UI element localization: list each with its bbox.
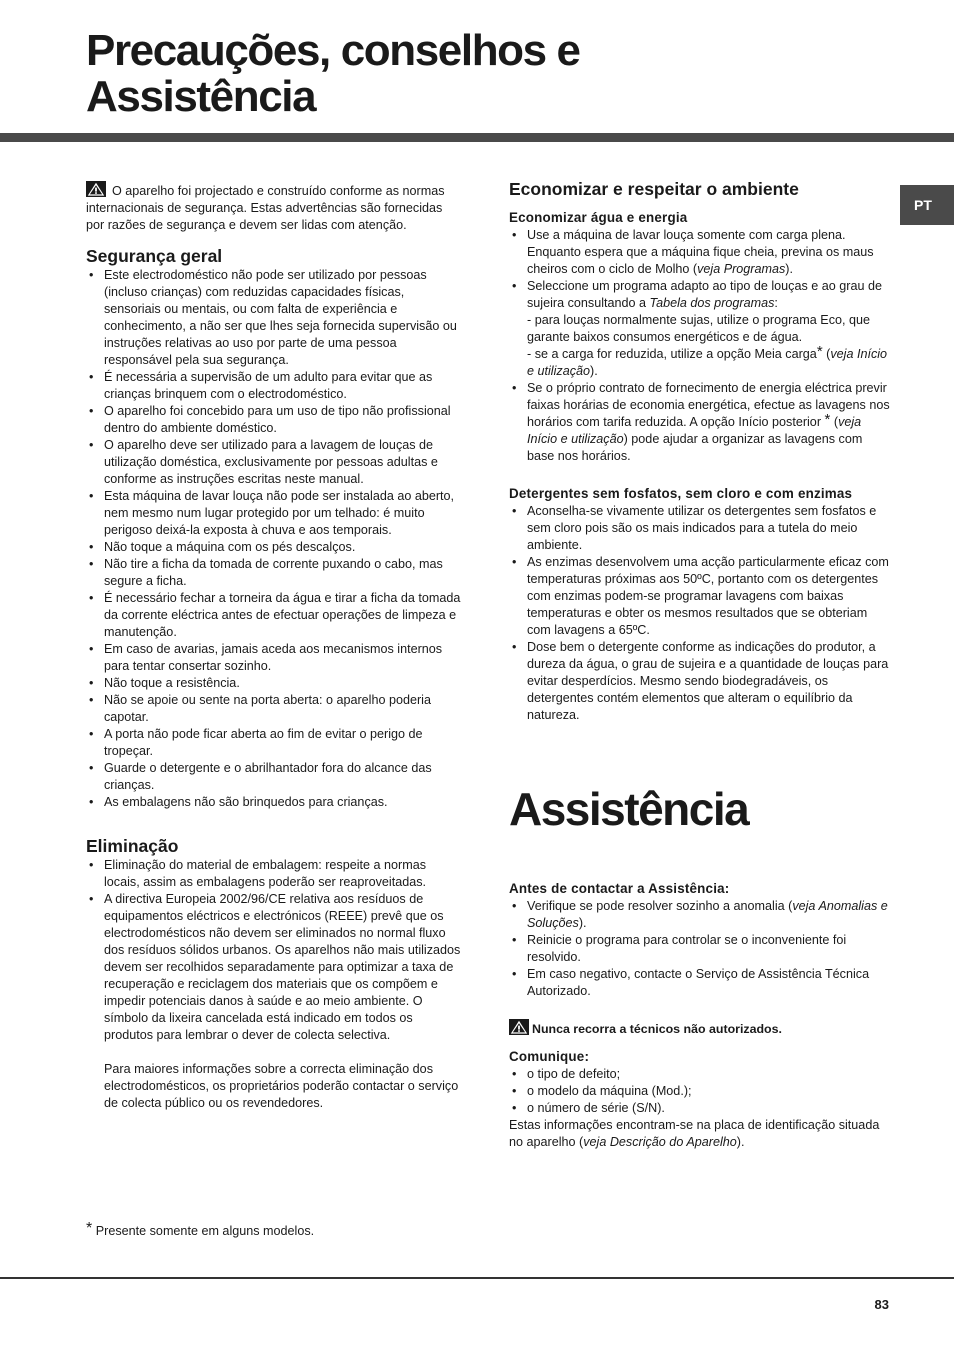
list-item: • Este electrodoméstico não pode ser utilizado por pessoas (incluso crianças) com reduzidas capacidades físicas, sensoriais ou mentais, ou com falta de experiência e conhecimento, a não ser que lhes seja fornecida supervisão ou instruções relativas ao uso por parte de uma pessoa responsável pela sua segurança. — [86, 267, 464, 369]
reference-link: veja Programas — [697, 262, 786, 276]
list-item: • Não toque a máquina com os pés descalços. — [86, 539, 464, 556]
list-item: • Não tire a ficha da tomada de corrente puxando o cabo, mas segure a ficha. — [86, 556, 464, 590]
reference-link: veja Descrição do Aparelho — [583, 1135, 737, 1149]
seguranca-heading: Segurança geral — [86, 246, 223, 266]
list-item: • É necessária a supervisão de um adulto para evitar que as crianças brinquem com o electrodoméstico. — [86, 369, 464, 403]
list-item: • A porta não pode ficar aberta ao fim de evitar o perigo de tropeçar. — [86, 726, 464, 760]
intro-text: O aparelho foi projectado e construído conforme as normas internacionais de segurança. Estas advertências são fornecidas por razões de segurança e devem ser lidas com atenção. — [86, 184, 445, 232]
detergentes-list — [509, 503, 891, 724]
asterisk-marker: * — [86, 1220, 93, 1237]
list-item: • o tipo de defeito; — [509, 1066, 891, 1083]
list-item: • Aconselha-se vivamente utilizar os detergentes sem fosfatos e sem cloro pois são os mais indicados para a tutela do meio ambiente. — [509, 503, 891, 554]
detergentes-heading: Detergentes sem fosfatos, sem cloro e com enzimas — [509, 486, 853, 501]
reference-link: veja Início e utilização — [527, 347, 888, 378]
technician-warning: Nunca recorra a técnicos não autorizados. — [509, 1019, 891, 1038]
warning-triangle-icon — [509, 1019, 529, 1035]
list-item: • Em caso de avarias, jamais aceda aos mecanismos internos para tentar consertar sozinho. — [86, 641, 464, 675]
reference-link: veja Anomalias e Soluções — [527, 899, 888, 930]
comunique-heading: Comunique: — [509, 1049, 590, 1064]
agua-list — [509, 227, 891, 465]
list-item: • o modelo da máquina (Mod.); — [509, 1083, 891, 1100]
list-item: • Eliminação do material de embalagem: respeite a normas locais, assim as embalagens poderão ser reaproveitadas. — [86, 857, 464, 891]
list-item: • Verifique se pode resolver sozinho a anomalia (veja Anomalias e Soluções). — [509, 898, 891, 932]
reference-link: Tabela dos programas — [649, 296, 775, 310]
intro-paragraph — [86, 181, 464, 234]
list-item: • As embalagens não são brinquedos para crianças. — [86, 794, 464, 811]
list-item: • Esta máquina de lavar louça não pode ser instalada ao aberto, nem mesmo num lugar protegido por um telhado: é muito perigoso deixá-la exposta à chuva e aos temporais. — [86, 488, 464, 539]
page-number: 83 — [874, 1297, 889, 1312]
list-item: • Em caso negativo, contacte o Serviço de Assistência Técnica Autorizado. — [509, 966, 891, 1000]
list-item: • A directiva Europeia 2002/96/CE relativa aos resíduos de equipamentos eléctricos e electrónicos (REEE) prevê que os electrodomésticos não devem ser eliminados no normal fluxo dos resíduos sólidos urbanos. Os aparelhos não mais utilizados devem ser recolhidos separadamente para optimizar a taxa de recuperação e reciclagem dos materiais que os compõem e impedir potenciais danos à saúde e ao meio ambiente. O símbolo da lixeira cancelada está indicado em todos os produtos para lembrar o dever de colecta selectiva. — [86, 891, 464, 1044]
agua-heading: Economizar água e energia — [509, 210, 688, 225]
eliminacao-note: Para maiores informações sobre a correcta eliminação dos electrodomésticos, os proprietários poderão contactar o serviço de colecta público ou os revendedores. — [104, 1062, 459, 1110]
list-item: • Reinicie o programa para controlar se o inconveniente foi resolvido. — [509, 932, 891, 966]
asterisk-marker: * — [824, 411, 831, 428]
asterisk-marker: * — [816, 343, 823, 360]
language-tab: PT — [900, 185, 954, 225]
list-item: • O aparelho deve ser utilizado para a lavagem de louças de utilização doméstica, exclusivamente por pessoas adultas e conforme as instruções escritas neste manual. — [86, 437, 464, 488]
eliminacao-list — [86, 857, 464, 1044]
assistencia-title: Assistência — [509, 783, 749, 835]
list-item: • Seleccione um programa adapto ao tipo de louças e ao grau de sujeira consultando a Tabela dos programas: - para louças normalmente sujas, utilize o programa Eco, que garante baixos consumos energéticos e de água. - se a carga for reduzida, utilize a opção Meia carga* (veja Início e utilização). — [509, 278, 891, 380]
list-item: • É necessário fechar a torneira da água e tirar a ficha da tomada da corrente eléctrica antes de efectuar operações de limpeza e manutenção. — [86, 590, 464, 641]
list-item: • Dose bem o detergente conforme as indicações do produtor, a dureza da água, o grau de sujeira e a quantidade de louças para evitar desperdícios. Mesmo sendo biodegradáveis, os detergentes contém elementos que alteram o equilíbrio da natureza. — [509, 639, 891, 724]
list-item: • Não toque a resistência. — [86, 675, 464, 692]
list-item: • Use a máquina de lavar louça somente com carga plena. Enquanto espera que a máquina fique cheia, previna os maus cheiros com o ciclo de Molho (veja Programas). — [509, 227, 891, 278]
ambiente-heading: Economizar e respeitar o ambiente — [509, 179, 799, 199]
antes-list — [509, 898, 891, 1000]
left-column — [86, 181, 464, 1112]
eliminacao-heading: Eliminação — [86, 836, 179, 856]
list-item: • As enzimas desenvolvem uma acção particularmente eficaz com temperaturas próximas aos 50ºC, portanto com os detergentes com enzimas podem-se programar lavagens com baixas temperaturas e obter os mesmos resultados que se obteriam com lavagens a 65ºC. — [509, 554, 891, 639]
page-title: Precauções, conselhos e Assistência — [86, 26, 580, 121]
antes-heading: Antes de contactar a Assistência: — [509, 881, 730, 896]
list-item: • o número de série (S/N). — [509, 1100, 891, 1117]
title-rule — [0, 133, 954, 142]
list-item: • Guarde o detergente e o abrilhantador fora do alcance das crianças. — [86, 760, 464, 794]
list-item: • O aparelho foi concebido para um uso de tipo não profissional dentro do ambiente doméstico. — [86, 403, 464, 437]
comunique-list — [509, 1066, 891, 1117]
list-item: • Se o próprio contrato de fornecimento de energia eléctrica previr faixas horárias de economia energética, efectue as lavagens nos horários com tarifa reduzida. A opção Início posterior * (veja Início e utilização) pode ajudar a organizar as lavagens com base nos horários. — [509, 380, 891, 465]
right-column — [509, 179, 891, 1151]
reference-link: veja Início e utilização — [527, 415, 862, 446]
comunique-note: Estas informações encontram-se na placa de identificação situada no aparelho (veja Descrição do Aparelho). — [509, 1118, 880, 1149]
bottom-rule — [0, 1277, 954, 1279]
seguranca-list — [86, 267, 464, 811]
footnote: * Presente somente em alguns modelos. — [86, 1220, 315, 1238]
warning-triangle-icon — [86, 181, 106, 197]
list-item: • Não se apoie ou sente na porta aberta: o aparelho poderia capotar. — [86, 692, 464, 726]
